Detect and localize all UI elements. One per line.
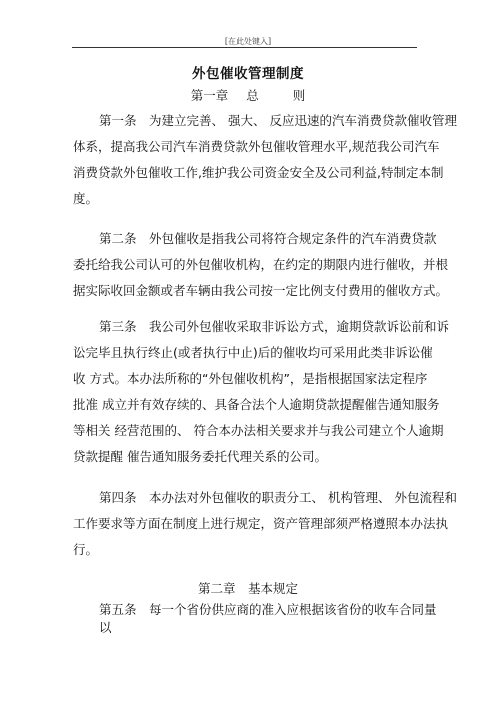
- article-3-line: 贷款提醒 催告通知服务委托代理关系的公司。: [73, 449, 327, 464]
- article-2-line: 据实际收回金额或者车辆由我公司按一定比例支付费用的催收方式。: [73, 283, 449, 298]
- article-3-line: 等相关 经营范围的、 符合本办法相关要求并与我公司建立个人逾期: [73, 423, 444, 438]
- article-3-line: 讼完毕且执行终止(或者执行中止)后的催收均可采用此类非诉讼催: [73, 345, 433, 360]
- header-rule: [72, 47, 417, 48]
- chapter-1-word-2: 则: [292, 88, 306, 103]
- article-2-line: 第二条 外包催收是指我公司将符合规定条件的汽车消费贷款: [99, 231, 437, 246]
- article-1-line: 体系，提高我公司汽车消费贷款外包催收管理水平,规范我公司汽车: [73, 139, 440, 154]
- article-4-line: 行。: [73, 542, 99, 557]
- article-2-line: 委托给我公司认可的外包催收机构，在约定的期限内进行催收，并根: [73, 257, 449, 272]
- article-3-line: 收 方式。本办法所称的“外包催收机构”，是指根据国家法定程序: [73, 371, 428, 386]
- article-5-line: 第五条 每一个省份供应商的准入应根据该省份的收车合同量: [99, 602, 437, 617]
- article-3-line: 批准 成立并有效存续的、具备合法个人逾期贷款提醒催告通知服务: [73, 397, 440, 412]
- chapter-2-heading: 第二章 基本规定: [197, 581, 298, 596]
- chapter-1-heading: [0, 86, 496, 104]
- document-title: 外包催收管理制度: [192, 66, 304, 82]
- article-4-line: 工作要求等方面在制度上进行规定，资产管理部须严格遵照本办法执: [73, 516, 449, 531]
- article-5-line: 以: [99, 620, 112, 635]
- article-4-line: 第四条 本办法对外包催收的职责分工、 机构管理、 外包流程和: [99, 490, 457, 505]
- chapter-1-number: 第一章: [190, 88, 229, 103]
- header-placeholder-text: [在此处键入]: [224, 37, 272, 46]
- article-1-line: 第一条 为建立完善、 强大、 反应迅速的汽车消费贷款催收管理: [99, 113, 457, 128]
- chapter-1-word-1: 总: [246, 88, 259, 103]
- article-1-line: 度。: [73, 191, 99, 206]
- article-3-line: 第三条 我公司外包催收采取非诉讼方式，逾期贷款诉讼前和诉: [99, 319, 450, 334]
- article-1-line: 消费贷款外包催收工作,维护我公司资金安全及公司利益,特制定本制: [73, 165, 444, 180]
